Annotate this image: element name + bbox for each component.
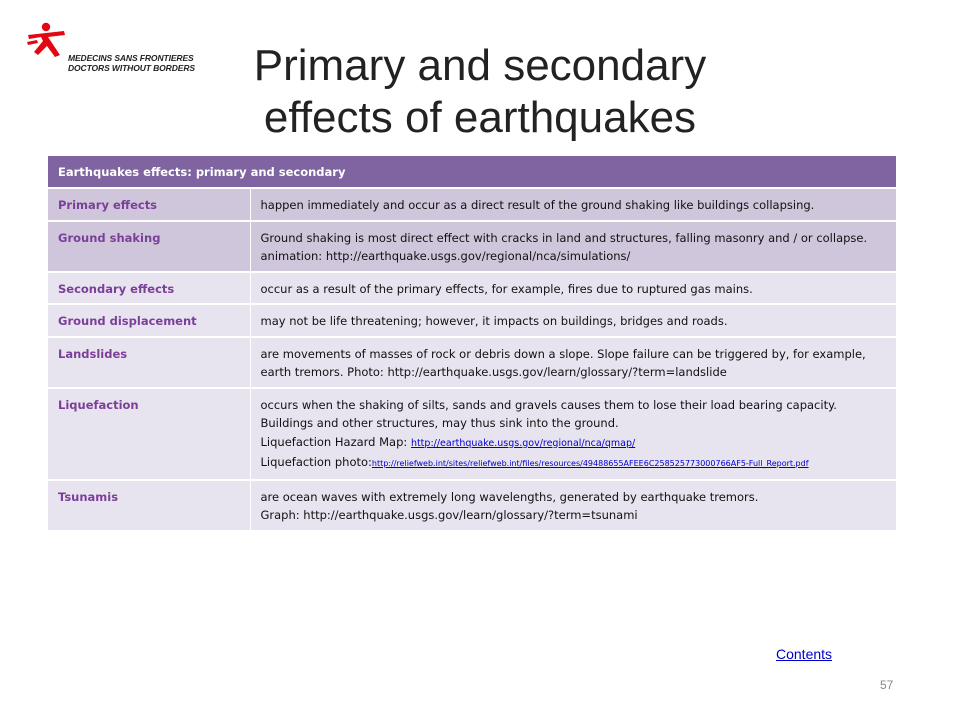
row-text-line: occurs when the shaking of silts, sands and gravels causes them to lose their load bearing capacity. Buildings and other structures, may thus sink into the ground. bbox=[260, 397, 837, 430]
row-label: Liquefaction bbox=[48, 388, 250, 480]
table-row bbox=[48, 337, 896, 388]
row-text bbox=[250, 480, 896, 531]
row-text-line: Graph: http://earthquake.usgs.gov/learn/glossary/?term=tsunami bbox=[260, 508, 638, 522]
table-row bbox=[48, 480, 896, 531]
liquefaction-map-line bbox=[261, 433, 887, 454]
row-text: happen immediately and occur as a direct result of the ground shaking like buildings collapsing. bbox=[250, 188, 896, 221]
liquefaction-photo-line bbox=[261, 453, 887, 474]
row-label: Primary effects bbox=[48, 188, 250, 221]
liquefaction-photo-link[interactable]: http://reliefweb.int/sites/reliefweb.int/files/resources/49488655AFEE6C258525773000766AF5-Full_Report.pdf bbox=[371, 459, 809, 468]
liquefaction-map-link[interactable]: http://earthquake.usgs.gov/regional/nca/qmap/ bbox=[410, 437, 636, 449]
table-header-row bbox=[48, 156, 896, 188]
row-text bbox=[250, 221, 896, 272]
row-text bbox=[250, 388, 896, 480]
table-row bbox=[48, 388, 896, 480]
row-text: may not be life threatening; however, it impacts on buildings, bridges and roads. bbox=[250, 304, 896, 337]
logo-line-1: MEDECINS SANS FRONTIERES bbox=[68, 53, 194, 63]
table-row bbox=[48, 188, 896, 221]
page-title bbox=[180, 40, 780, 144]
title-line-1: Primary and secondary bbox=[253, 41, 707, 90]
table-row bbox=[48, 221, 896, 272]
table-row bbox=[48, 304, 896, 337]
photo-prefix: Liquefaction photo: bbox=[260, 455, 372, 469]
row-label: Secondary effects bbox=[48, 272, 250, 305]
row-text: occur as a result of the primary effects, for example, fires due to ruptured gas mains. bbox=[250, 272, 896, 305]
msf-running-man-icon bbox=[24, 22, 70, 58]
title-line-2: effects of earthquakes bbox=[263, 93, 697, 142]
row-label: Landslides bbox=[48, 337, 250, 388]
logo-line-2: DOCTORS WITHOUT BORDERS bbox=[68, 63, 195, 73]
table-row bbox=[48, 272, 896, 305]
row-label: Tsunamis bbox=[48, 480, 250, 531]
logo-wordmark bbox=[68, 53, 195, 73]
map-prefix: Liquefaction Hazard Map: bbox=[260, 434, 411, 449]
effects-table bbox=[48, 156, 896, 532]
row-text-line: animation: http://earthquake.usgs.gov/regional/nca/simulations/ bbox=[260, 249, 631, 263]
row-text: are movements of masses of rock or debris down a slope. Slope failure can be triggered by, for example, earth tremors. Photo: http://earthquake.usgs.gov/learn/glossary/?term=landslide bbox=[250, 337, 896, 388]
row-label: Ground shaking bbox=[48, 221, 250, 272]
row-text-line: Ground shaking is most direct effect with cracks in land and structures, falling masonry and / or collapse. bbox=[260, 230, 868, 245]
row-label: Ground displacement bbox=[48, 304, 250, 337]
contents-link[interactable]: Contents bbox=[776, 646, 833, 662]
row-text-line: are ocean waves with extremely long wavelengths, generated by earthquake tremors. bbox=[260, 489, 759, 504]
page-number: 57 bbox=[880, 678, 894, 692]
table-header: Earthquakes effects: primary and secondary bbox=[48, 156, 896, 188]
